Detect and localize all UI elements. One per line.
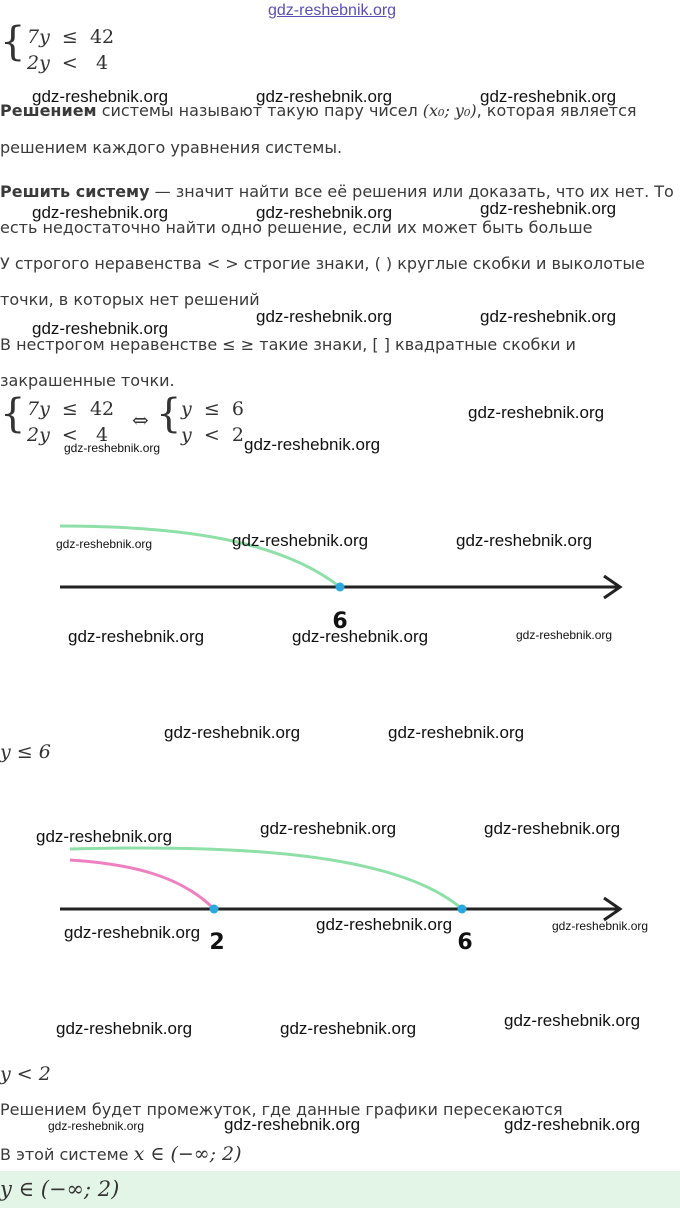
right-brace: { [156, 391, 182, 437]
watermark: gdz-reshebnik.org [256, 203, 393, 222]
left-brace: { [0, 391, 26, 437]
caption-y-lt-2: y < 2 [0, 1063, 51, 1085]
watermark: gdz-reshebnik.org [388, 723, 525, 742]
watermark: gdz-reshebnik.org [480, 199, 617, 218]
system-1-row-2: 2y < 4 [27, 52, 109, 74]
watermark: gdz-reshebnik.org [64, 923, 201, 942]
watermark: gdz-reshebnik.org [260, 819, 397, 838]
definition-1-line-2: решением каждого уравнения системы. [0, 138, 343, 157]
system-2-right-row-1: y ≤ 6 [181, 398, 244, 420]
watermark: gdz-reshebnik.org [224, 1115, 361, 1134]
watermark: gdz-reshebnik.org [504, 1011, 641, 1030]
definition-1-line-1: Решением системы называют такую пару чисел (x₀; y₀), которая является [0, 101, 637, 120]
nonstrict-note-line-1: В нестрогом неравенстве ≤ ≥ такие знаки, [ ] квадратные скобки и [0, 335, 576, 354]
system-2-left-row-2: 2y < 4 [27, 424, 109, 446]
watermark: gdz-reshebnik.org [164, 723, 301, 742]
equivalence-sign: ⇔ [132, 408, 149, 432]
watermark: gdz-reshebnik.org [504, 1115, 641, 1134]
strict-note-line-2: точки, в которых нет решений [0, 290, 260, 309]
watermark: gdz-reshebnik.org [552, 919, 649, 933]
system-1-row-1: 7y ≤ 42 [27, 26, 115, 48]
watermark: gdz-reshebnik.org [256, 307, 393, 326]
watermark: gdz-reshebnik.org [316, 915, 453, 934]
watermark: gdz-reshebnik.org [292, 627, 429, 646]
system-2-left-row-1: 7y ≤ 42 [27, 398, 115, 420]
system-answer: В этой системе x ∈ (−∞; 2) [0, 1143, 242, 1165]
definition-2-line-1: Решить систему — значит найти все её решения или доказать, что их нет. То [0, 182, 674, 201]
watermark: gdz-reshebnik.org [516, 628, 613, 642]
watermark: gdz-reshebnik.org [32, 319, 169, 338]
point-6-label: 6 [332, 609, 348, 634]
watermark: gdz-reshebnik.org [232, 531, 369, 550]
watermark: gdz-reshebnik.org [484, 819, 621, 838]
strict-note-line-1: У строгого неравенства < > строгие знаки, ( ) круглые скобки и выколотые [0, 254, 645, 273]
watermark: gdz-reshebnik.org [468, 403, 605, 422]
watermark: gdz-reshebnik.org [32, 203, 169, 222]
final-answer: y ∈ (−∞; 2) [0, 1177, 120, 1201]
point-6 [458, 905, 467, 914]
conclusion-text: Решением будет промежуток, где данные графики пересекаются [0, 1100, 563, 1119]
watermark: gdz-reshebnik.org [48, 1119, 145, 1133]
point-6-label: 6 [457, 930, 473, 955]
solution-arc-pink [70, 860, 214, 909]
left-brace: { [0, 19, 26, 65]
nonstrict-note-line-2: закрашенные точки. [0, 371, 175, 390]
number-line-1 [0, 500, 680, 640]
caption-y-le-6: y ≤ 6 [0, 741, 51, 763]
watermark: gdz-reshebnik.org [480, 87, 617, 106]
watermark: gdz-reshebnik.org [280, 1019, 417, 1038]
watermark: gdz-reshebnik.org [68, 627, 205, 646]
watermark: gdz-reshebnik.org [256, 87, 393, 106]
watermark: gdz-reshebnik.org [480, 307, 617, 326]
watermark: gdz-reshebnik.org [456, 531, 593, 550]
watermark: gdz-reshebnik.org [32, 87, 169, 106]
answer-box [0, 1171, 680, 1208]
point-2-label: 2 [209, 930, 225, 955]
watermark: gdz-reshebnik.org [56, 537, 153, 551]
watermark-top: gdz-reshebnik.org [268, 2, 397, 19]
definition-2-line-2: есть недостаточно найти одно решение, если их может быть больше [0, 218, 593, 237]
watermark: gdz-reshebnik.org [36, 827, 173, 846]
point-2 [210, 905, 219, 914]
point-6 [336, 583, 345, 592]
system-2-right-row-2: y < 2 [181, 424, 244, 446]
watermark: gdz-reshebnik.org [56, 1019, 193, 1038]
solution-arc-green [70, 848, 462, 909]
watermark: gdz-reshebnik.org [64, 441, 161, 455]
watermark: gdz-reshebnik.org [244, 435, 381, 454]
